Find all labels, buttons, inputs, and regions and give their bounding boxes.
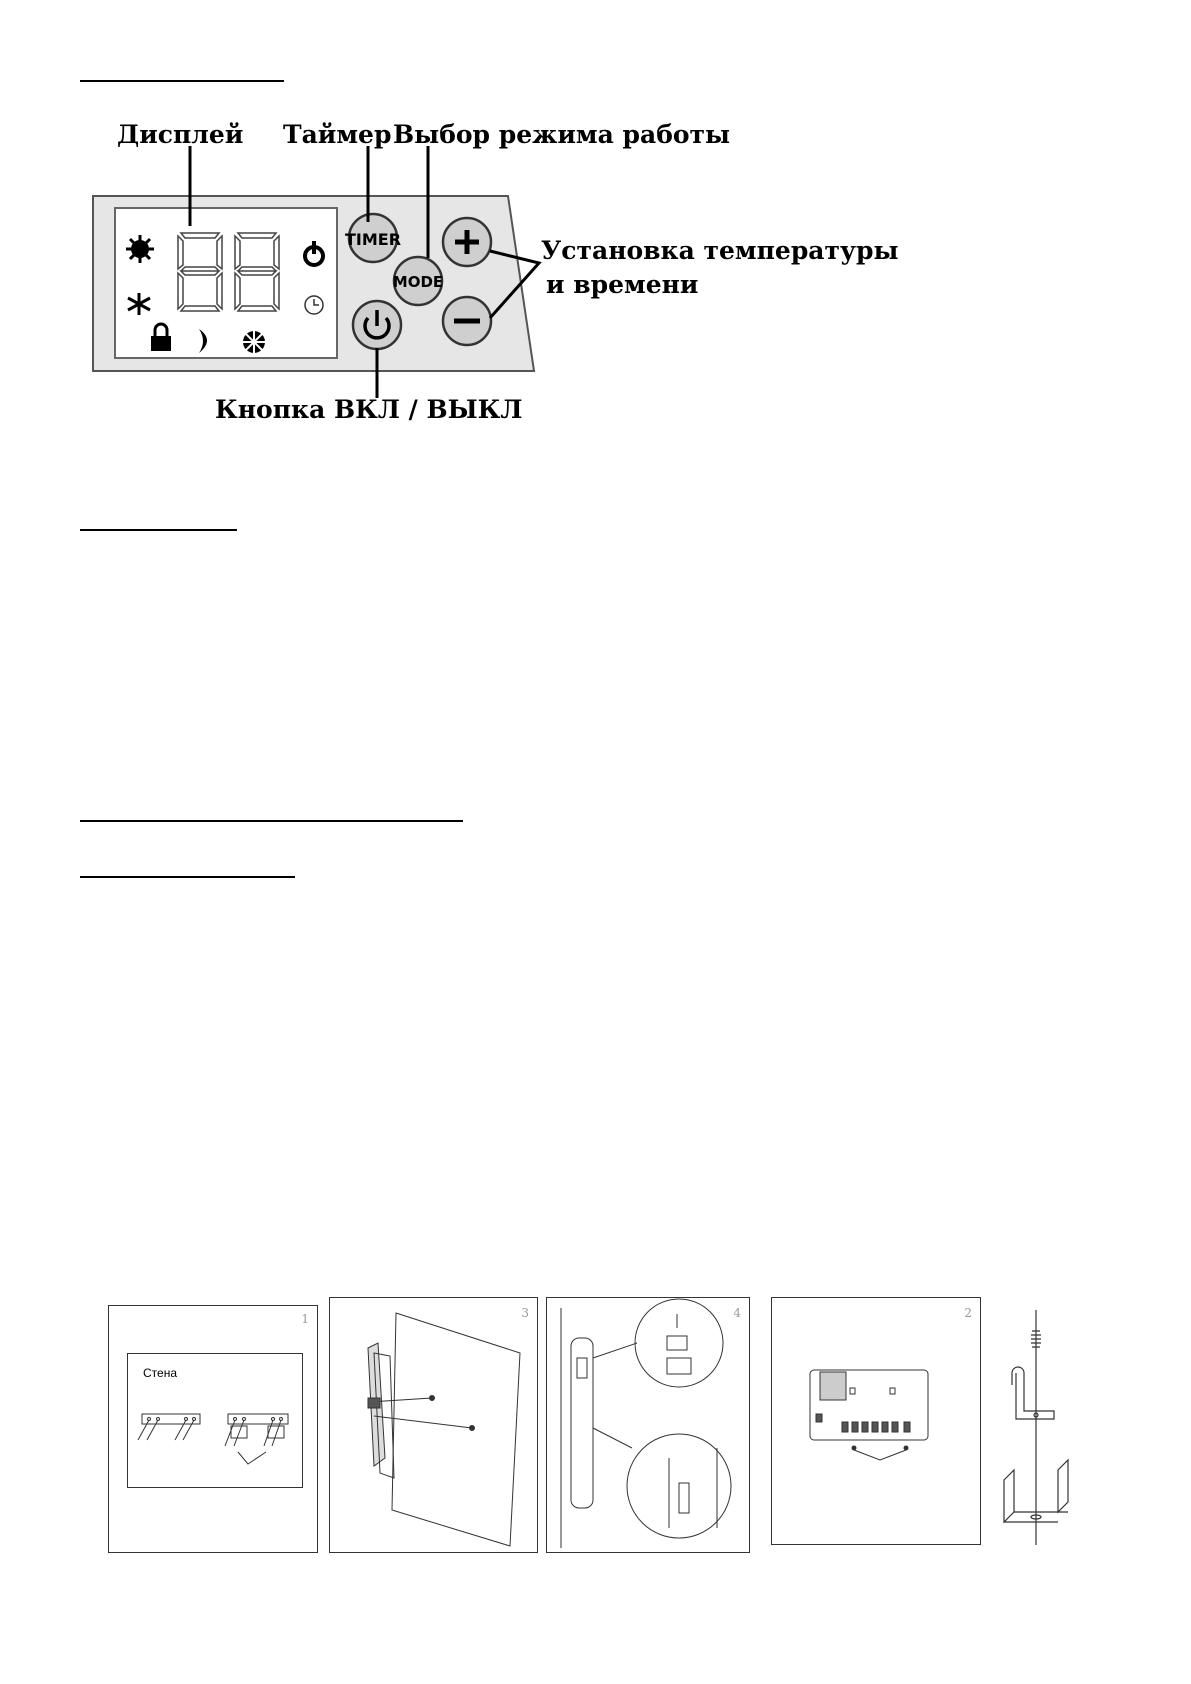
section-heading-rule-3 [80,820,463,822]
control-panel-diagram [0,0,900,440]
wall-label: Стена [143,1366,178,1380]
label-timer: Таймер [283,120,392,149]
fan-icon [243,331,265,353]
figure-number: 1 [301,1312,309,1326]
section-heading-rule-2 [80,529,237,531]
label-power: Кнопка ВКЛ / ВЫКЛ [215,395,523,424]
mode-button-label: MODE [392,273,444,291]
figure-number: 3 [521,1306,529,1320]
display-window [115,208,337,358]
label-mode-select: Выбор режима работы [393,120,731,149]
bracket-detail [998,1305,1078,1550]
minus-button[interactable] [443,297,491,345]
label-temp-time-1: Установка температуры [541,236,899,265]
label-display: Дисплей [117,120,244,149]
power-button[interactable] [353,301,401,349]
label-temp-time-2: и времени [546,270,699,299]
install-figure-2 [771,1297,981,1545]
sun-icon [126,235,154,263]
mode-button[interactable] [393,257,443,305]
figure-number: 4 [733,1306,741,1320]
plus-button[interactable] [443,218,491,266]
section-heading-rule-4 [80,876,295,878]
timer-button-label: TIMER [344,230,402,249]
figure-number: 2 [964,1306,972,1320]
wall-box [127,1353,303,1488]
install-figure-4 [546,1297,750,1553]
install-figure-1 [108,1305,318,1553]
install-figure-3 [329,1297,538,1553]
